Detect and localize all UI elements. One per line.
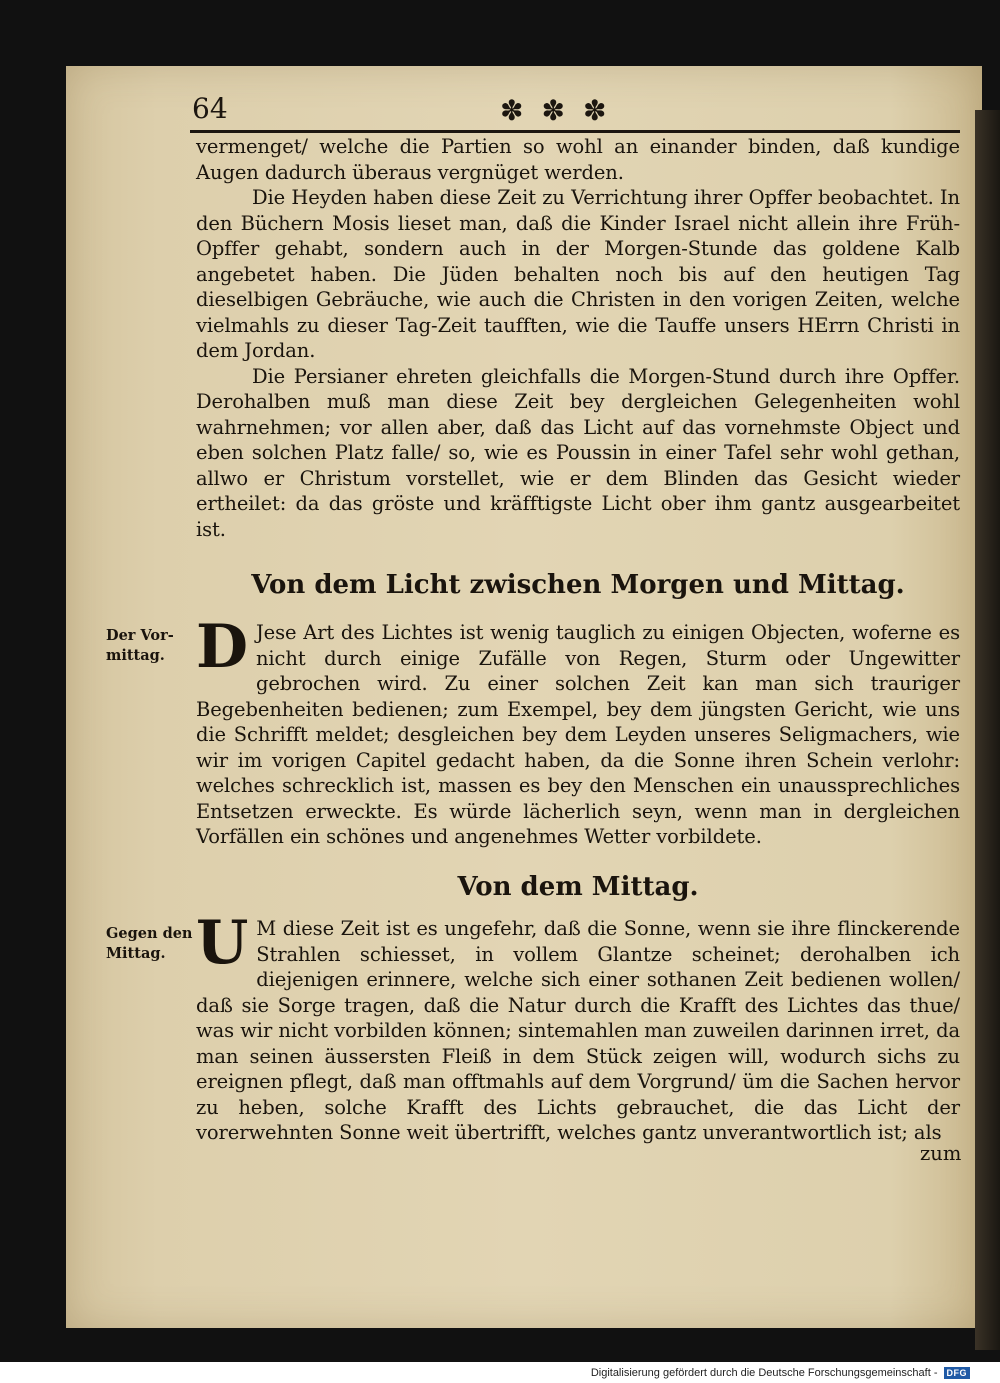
section-heading: Von dem Mittag. [457,872,699,902]
paragraph: M diese Zeit ist es ungefehr, daß die Sonne, wenn sie ihre flinckerende Strahlen schiesset, in vollem Glantze scheinet; derohalben ich diejenigen erinnere, welche sich einer sothanen Zeit bedienen wollen/ daß sie Sorge tragen, daß die Natur durch die Krafft des Lichtes das thue/ was wir nicht vorbilden können; sintemahlen man zuweilen darinnen irret, da man seinen äussersten Fleiß in dem Stück zeigen will, wodurch sichs zu ereignen pflegt, daß man offtmahls auf dem Vorgrund/ üm die Sachen hervor zu heben, solche Krafft des Lichts gebrauchet, die das Licht der vorerwehnten Sonne weit übertrifft, welches gantz unverantwortlich ist; als [196,917,960,1144]
section-heading: Von dem Licht zwischen Morgen und Mittag. [251,570,905,600]
ornament-icon: ✽ [582,94,607,127]
page-number: 64 [192,92,228,125]
section-text [196,908,960,1146]
footer [591,1367,970,1379]
footer-text: Digitalisierung gefördert durch die Deutsche Forschungsgemeinschaft - [590,1367,938,1379]
drop-initial: D [196,612,248,682]
dfg-logo-icon: DFG [944,1367,971,1379]
section-text [196,612,960,850]
paragraph: Die Persianer ehreten gleichfalls die Morgen-Stund durch ihre Opffer. Derohalben muß man diese Zeit bey dergleichen Gelegenheiten wohl wahrnehmen; vor allen aber, daß das Licht auf das vornehmste Object und eben solchen Platz falle/ so, wie es Poussin in einer Tafel sehr wohl gethan, allwo er Christum vorstellet, wie er dem Blinden das Gesicht wieder ertheilet: da das gröste und kräfftigste Licht ober ihm gantz ausgearbeitet ist. [196,364,960,541]
ornament-icon: ✽ [541,94,565,127]
paragraph: Jese Art des Lichtes ist wenig tauglich zu einigen Objecten, woferne es nicht durch einige Zufälle von Regen, Sturm oder Ungewitter gebrochen wird. Zu einer solchen Zeit kan man sich trauriger Begebenheiten bedienen; zum Exempel, bey dem jüngsten Gericht, wie uns die Schrifft meldet; desgleichen bey dem Leyden unseres Seligmachers, wie wir im vorigen Capitel gedacht haben, da die Sonne ihren Schein verlohr: welches schrecklich ist, massen es bey den Menschen ein unaussprechliches Entsetzen erweckte. Es würde lächerlich seyn, wenn man in dergleichen Vorfällen ein schönes und angenehmes Wetter vorbildete. [196,621,960,848]
page-header [190,92,960,133]
paragraph: Die Heyden haben diese Zeit zu Verrichtung ihrer Opffer beobachtet. In den Büchern Mosis lieset man, daß die Kinder Israel nicht allein ihre Früh-Opffer gehabt, sondern auch in der Morgen-Stunde das goldene Kalb angebetet haben. Die Jüden behalten noch bis auf den heutigen Tag dieselbigen Gebräuche, wie auch die Christen in den vorigen Zeiten, welche vielmahls zu dieser Tag-Zeit taufften, wie die Tauffe unsers HErrn Christi in dem Jordan. [196,186,960,362]
catchword: zum [920,1142,962,1165]
drop-initial: U [196,908,249,978]
paragraph: vermenget/ welche die Partien so wohl an einander binden, daß kundige Augen dadurch überaus vergnüget werden. [196,135,960,184]
margin-note: Gegen den Mittag. [106,925,193,962]
header-ornaments [500,94,606,127]
opening-block [196,134,960,542]
ornament-icon: ✽ [500,94,524,127]
margin-note: Der Vor-mittag. [106,627,174,664]
page-edge [975,110,1000,1350]
